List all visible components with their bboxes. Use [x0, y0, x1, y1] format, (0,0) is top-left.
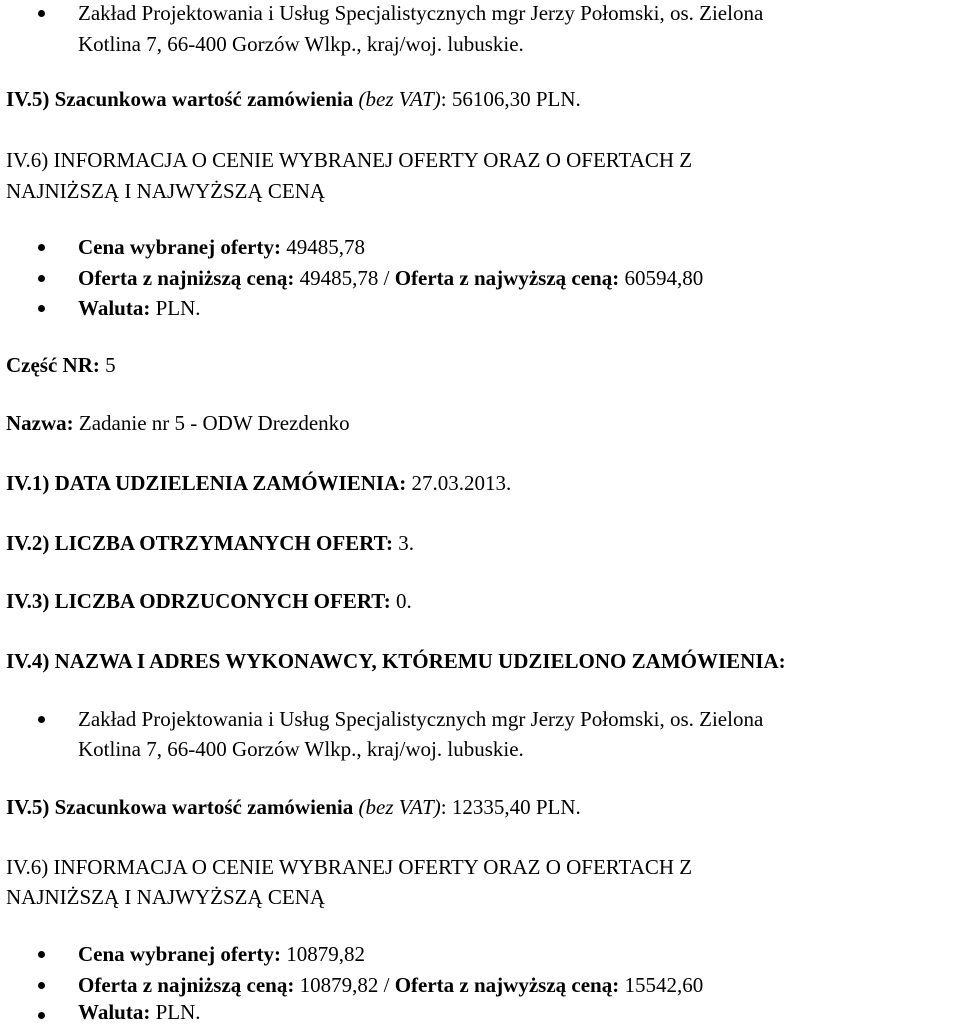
bullet	[38, 305, 45, 312]
bullet	[38, 1012, 45, 1019]
highest-offer-label: Oferta z najwyższą ceną:	[394, 266, 620, 290]
part-number-label: Część NR:	[6, 353, 100, 377]
price-info-header-line-1	[6, 855, 692, 880]
contractor-address-text: Kotlina 7, 66-400 Gorzów Wlkp., kraj/woj. lubuskie.	[78, 32, 524, 56]
rejected-offers-value: 0.	[390, 589, 412, 613]
estimated-value-line	[6, 87, 581, 112]
part-name-line	[6, 411, 350, 436]
contractor-address-line-2	[78, 737, 524, 762]
highest-offer-value: 60594,80	[619, 266, 704, 290]
selected-offer-price	[78, 235, 365, 260]
rejected-offers-line	[6, 589, 412, 614]
contractor-address-text: Zakład Projektowania i Usług Specjalistycznych mgr Jerzy Połomski, os. Zielona	[78, 1, 764, 25]
contractor-address-text: Zakład Projektowania i Usług Specjalistycznych mgr Jerzy Połomski, os. Zielona	[78, 707, 764, 731]
selected-offer-label: Cena wybranej oferty:	[78, 942, 281, 966]
price-info-header-line-1	[6, 148, 692, 173]
currency-label: Waluta:	[78, 296, 151, 320]
contractor-address-line-1	[78, 1, 763, 26]
highest-offer-label: Oferta z najwyższą ceną:	[394, 973, 620, 997]
received-offers-value: 3.	[393, 531, 415, 555]
currency-label: Waluta:	[78, 1000, 151, 1024]
contractor-header-line	[6, 649, 786, 674]
estimated-value-qualifier: (bez VAT)	[358, 795, 441, 819]
price-info-header-text: NAJNIŻSZĄ I NAJWYŻSZĄ CENĄ	[6, 885, 326, 909]
currency-line	[78, 1000, 201, 1025]
bullet	[38, 244, 45, 251]
estimated-value-qualifier: (bez VAT)	[358, 87, 441, 111]
part-name-value: Zadanie nr 5 - ODW Drezdenko	[73, 411, 350, 435]
contractor-header-text: IV.4) NAZWA I ADRES WYKONAWCY, KTÓREMU UDZIELONO ZAMÓWIENIA:	[6, 649, 786, 673]
award-date-line	[6, 471, 511, 496]
estimated-value: : 12335,40 PLN.	[440, 795, 581, 819]
price-info-header-text: IV.6) INFORMACJA O CENIE WYBRANEJ OFERTY ORAZ O OFERTACH Z	[6, 855, 693, 879]
price-info-header-text: IV.6) INFORMACJA O CENIE WYBRANEJ OFERTY ORAZ O OFERTACH Z	[6, 148, 693, 172]
currency-line	[78, 296, 201, 321]
estimated-value-label: IV.5) Szacunkowa wartość zamówienia	[6, 795, 354, 819]
lowest-offer-label: Oferta z najniższą ceną:	[78, 266, 295, 290]
contractor-address-line-2	[78, 32, 524, 57]
price-info-header-text: NAJNIŻSZĄ I NAJWYŻSZĄ CENĄ	[6, 179, 326, 203]
estimated-value-line	[6, 795, 581, 820]
received-offers-line	[6, 531, 414, 556]
lowest-offer-label: Oferta z najniższą ceną:	[78, 973, 295, 997]
bullet	[38, 275, 45, 282]
award-date-value: 27.03.2013.	[406, 471, 512, 495]
currency-value: PLN.	[150, 296, 201, 320]
lowest-offer-value: 10879,82 /	[294, 973, 395, 997]
estimated-value-label: IV.5) Szacunkowa wartość zamówienia	[6, 87, 354, 111]
selected-offer-value: 10879,82	[280, 942, 365, 966]
selected-offer-value: 49485,78	[280, 235, 365, 259]
rejected-offers-label: IV.3) LICZBA ODRZUCONYCH OFERT:	[6, 589, 391, 613]
lowest-highest-offer-line	[78, 973, 703, 998]
highest-offer-value: 15542,60	[619, 973, 704, 997]
estimated-value: : 56106,30 PLN.	[440, 87, 581, 111]
lowest-offer-value: 49485,78 /	[294, 266, 395, 290]
lowest-highest-offer-line	[78, 266, 703, 291]
contractor-address-text: Kotlina 7, 66-400 Gorzów Wlkp., kraj/woj. lubuskie.	[78, 737, 524, 761]
received-offers-label: IV.2) LICZBA OTRZYMANYCH OFERT:	[6, 531, 394, 555]
selected-offer-price	[78, 942, 365, 967]
price-info-header-line-2	[6, 885, 325, 910]
part-name-label: Nazwa:	[6, 411, 74, 435]
price-info-header-line-2	[6, 179, 325, 204]
bullet	[38, 716, 45, 723]
selected-offer-label: Cena wybranej oferty:	[78, 235, 281, 259]
bullet	[38, 951, 45, 958]
bullet	[38, 982, 45, 989]
part-number-line	[6, 353, 116, 378]
award-date-label: IV.1) DATA UDZIELENIA ZAMÓWIENIA:	[6, 471, 407, 495]
currency-value: PLN.	[150, 1000, 201, 1024]
contractor-address-line-1	[78, 707, 763, 732]
part-number-value: 5	[99, 353, 116, 377]
bullet	[38, 10, 45, 17]
